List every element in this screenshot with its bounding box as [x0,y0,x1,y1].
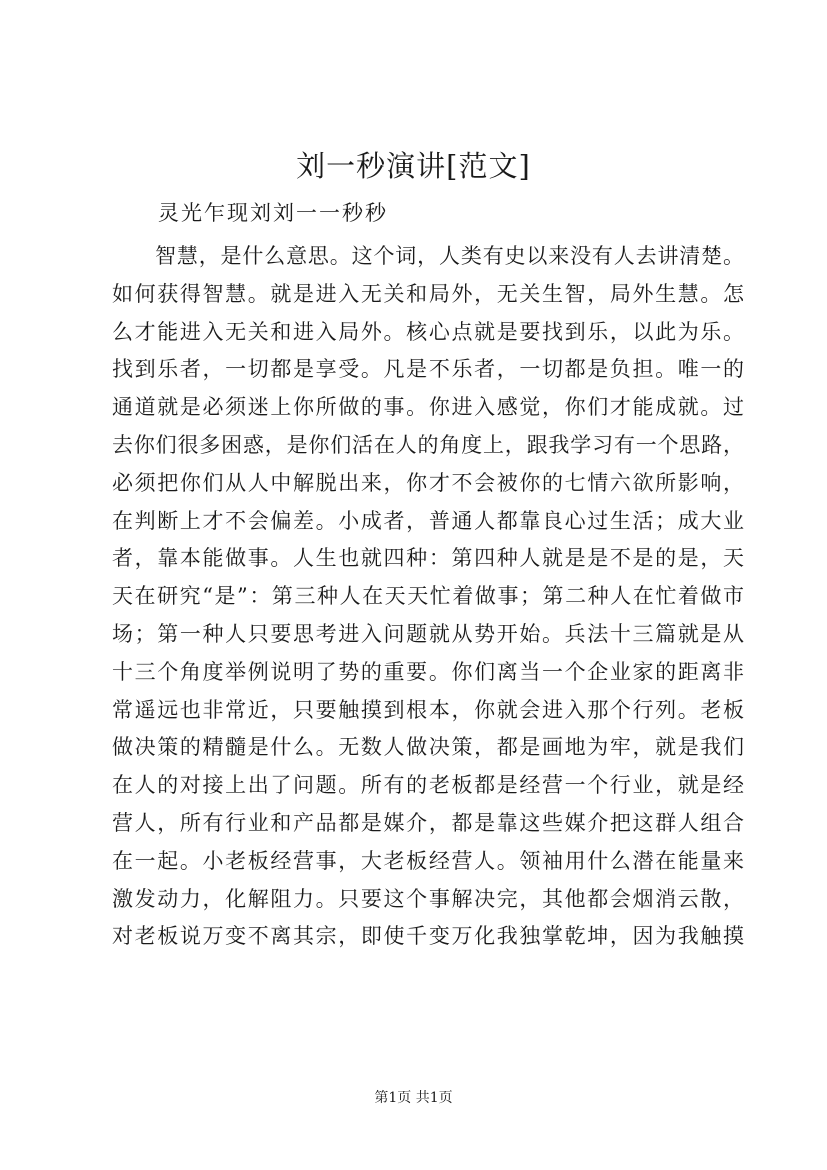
body-line: 必须把你们从人中解脱出来，你才不会被你的七情六欲所影响， [112,470,744,495]
body-line: 天在研究“是”：第三种人在天天忙着做事；第二种人在忙着做市 [112,584,744,609]
body-line: 找到乐者，一切都是享受。凡是不乐者，一切都是负担。唯一的 [112,357,744,382]
body-line: 对老板说万变不离其宗，即使千变万化我独掌乾坤，因为我触摸 [112,924,744,949]
body-line: 智慧，是什么意思。这个词，人类有史以来没有人去讲清楚。 [155,244,744,268]
body-line: 如何获得智慧。就是进入无关和局外，无关生智，局外生慧。怎 [112,281,744,306]
body-line: 去你们很多困惑，是你们活在人的角度上，跟我学习有一个思路， [112,432,744,457]
document-body [112,238,744,956]
body-line: 在判断上才不会偏差。小成者，普通人都靠良心过生活；成大业 [112,508,744,533]
document-subtitle: 灵光乍现刘刘一一秒秒 [158,201,388,225]
page-footer: 第1页 共1页 [374,1090,453,1106]
body-line: 在人的对接上出了问题。所有的老板都是经营一个行业，就是经 [112,773,744,798]
body-line: 在一起。小老板经营事，大老板经营人。领袖用什么潜在能量来 [112,848,744,873]
body-line: 营人，所有行业和产品都是媒介，都是靠这些媒介把这群人组合 [112,810,744,835]
document-title: 刘一秒演讲[范文] [296,149,531,183]
body-line: 常遥远也非常近，只要触摸到根本，你就会进入那个行列。老板 [112,697,744,722]
body-line: 么才能进入无关和进入局外。核心点就是要找到乐，以此为乐。 [112,319,744,344]
body-line: 者，靠本能做事。人生也就四种：第四种人就是是不是的是，天 [112,546,744,571]
body-line: 场；第一种人只要思考进入问题就从势开始。兵法十三篇就是从 [112,621,744,646]
body-line: 激发动力，化解阻力。只要这个事解决完，其他都会烟消云散， [112,886,744,911]
body-line: 十三个角度举例说明了势的重要。你们离当一个企业家的距离非 [112,659,744,684]
body-line: 通道就是必须迷上你所做的事。你进入感觉，你们才能成就。过 [112,395,744,420]
body-line: 做决策的精髓是什么。无数人做决策，都是画地为牢，就是我们 [112,735,744,760]
